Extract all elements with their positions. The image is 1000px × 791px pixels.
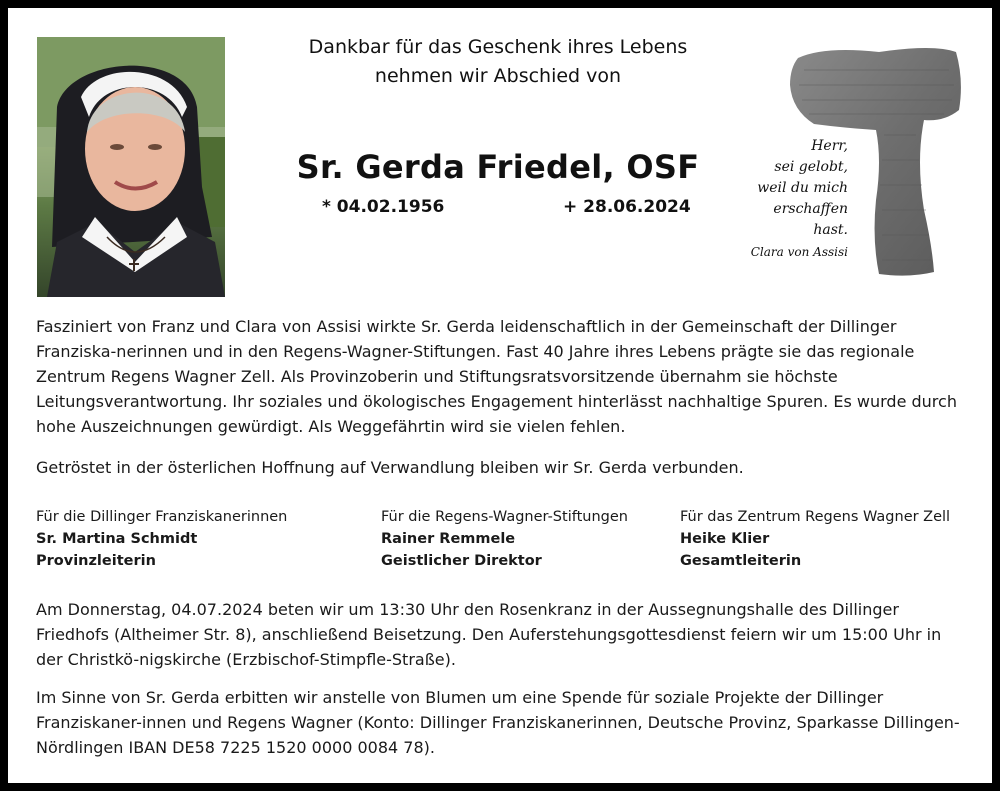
signature-title: Provinzleiterin — [36, 553, 156, 569]
donation-paragraph: Im Sinne von Sr. Gerda erbitten wir anstelle von Blumen um eine Spende für soziale Projekte der Dillinger Franziskaner-innen und Regens Wagner (Konto: Dillinger Franziskanerinnen, Deutsche Provinz, Sparkasse Dillingen-Nördlingen IBAN DE58 7225 1520 0000 0084 78). — [36, 688, 960, 757]
signature-person: Heike Klier — [680, 531, 770, 547]
quote-line: hast. — [813, 222, 848, 238]
signature-franziskanerinnen — [36, 506, 287, 572]
portrait-photo — [37, 37, 225, 297]
signature-title: Gesamtleiterin — [680, 553, 802, 569]
signature-person: Rainer Remmele — [381, 531, 516, 547]
birth-date: * 04.02.1956 — [322, 197, 445, 217]
quote-author: Clara von Assisi — [750, 245, 848, 259]
signature-title: Geistlicher Direktor — [381, 553, 542, 569]
signature-org: Für das Zentrum Regens Wagner Zell — [680, 509, 951, 525]
signature-person: Sr. Martina Schmidt — [36, 531, 198, 547]
quote-line: sei gelobt, — [774, 159, 848, 175]
intro-text — [248, 33, 748, 91]
hope-paragraph: Getröstet in der österlichen Hoffnung auf Verwandlung bleiben wir Sr. Gerda verbunden. — [36, 458, 744, 477]
death-date: + 28.06.2024 — [563, 197, 691, 217]
funeral-details-paragraph: Am Donnerstag, 04.07.2024 beten wir um 13:30 Uhr den Rosenkranz in der Aussegnungshalle des Dillinger Friedhofs (Altheimer Str. 8), anschließend Beisetzung. Den Auferstehungsgottesdienst feiern wir um 15:00 Uhr in der Christkö-nigskirche (Erzbischof-Stimpfle-Straße). — [36, 600, 942, 669]
quote-line: weil du mich — [757, 180, 848, 196]
intro-line-1: Dankbar für das Geschenk ihres Lebens — [308, 36, 688, 58]
quote-line: erschaffen — [773, 201, 848, 217]
obituary-card — [8, 8, 992, 783]
quote-line: Herr, — [811, 138, 848, 154]
intro-line-2: nehmen wir Abschied von — [374, 65, 622, 87]
signature-stiftungen — [381, 506, 628, 572]
deceased-name: Sr. Gerda Friedel, OSF — [296, 148, 700, 186]
biography-paragraph: Fasziniert von Franz und Clara von Assisi wirkte Sr. Gerda leidenschaftlich in der Gemeinschaft der Dillinger Franziska-nerinnen und in den Regens-Wagner-Stiftungen. Fast 40 Jahre ihres Lebens prägte sie das regionale Zentrum Regens Wagner Zell. Als Provinzoberin und Stiftungsratsvorsitzende übernahm sie höchste Leitungsverantwortung. Ihr soziales und ökologisches Engagement hinterlässt nachhaltige Spuren. Es wurde durch hohe Auszeichnungen gewürdigt. Als Weggefährtin wird sie vielen fehlen. — [36, 317, 957, 436]
quote-block — [728, 136, 848, 262]
signature-org: Für die Dillinger Franziskanerinnen — [36, 509, 288, 525]
signature-org: Für die Regens-Wagner-Stiftungen — [381, 509, 628, 525]
signature-zentrum-zell — [680, 506, 950, 572]
